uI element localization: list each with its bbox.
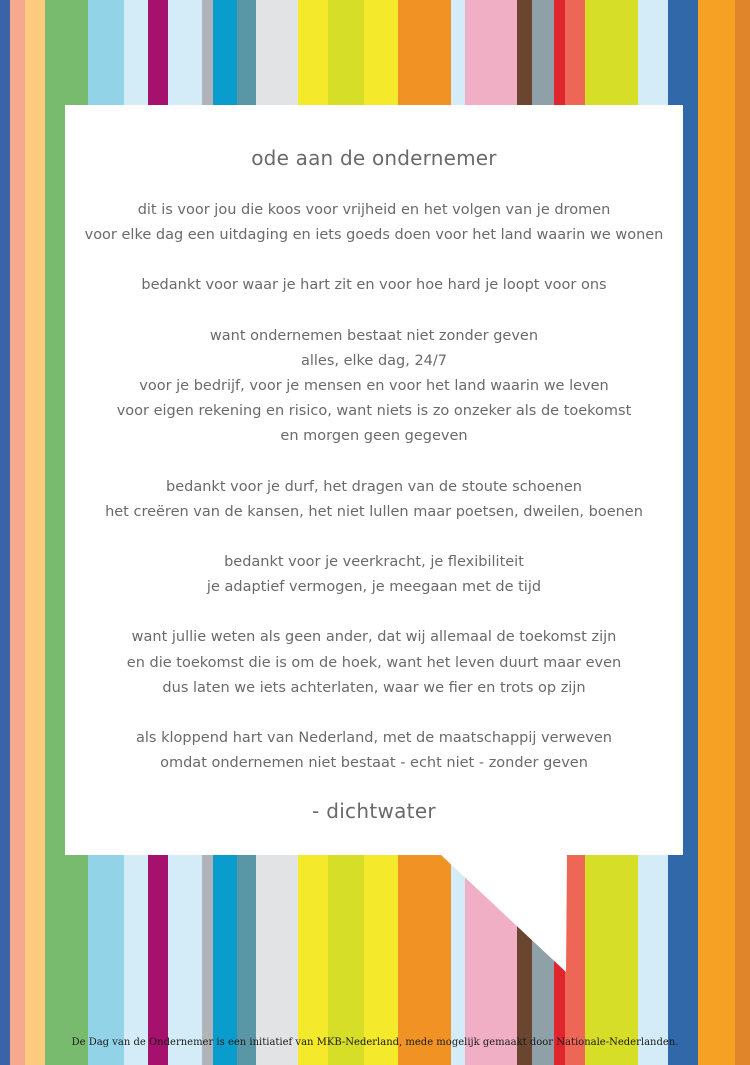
- poem-line: voor elke dag een uitdaging en iets goeds doen voor het land waarin we wonen: [84, 227, 664, 244]
- poem-line: want jullie weten als geen ander, dat wij allemaal de toekomst zijn: [131, 629, 617, 646]
- poem-stanza: [65, 726, 683, 776]
- poem-line: je adaptief vermogen, je meegaan met de tijd: [206, 579, 542, 596]
- poem-line: bedankt voor waar je hart zit en voor hoe hard je loopt voor ons: [141, 277, 607, 294]
- poem-stanza: [65, 475, 683, 525]
- poem-line: alles, elke dag, 24/7: [300, 352, 448, 369]
- poem-author: - dichtwater: [312, 799, 436, 823]
- poem-line: en morgen geen gegeven: [280, 428, 468, 445]
- footer-note: De Dag van de Ondernemer is een initiatief van MKB-Nederland, mede mogelijk gemaakt door Nationale-Nederlanden.: [71, 1037, 679, 1048]
- poem-line: voor je bedrijf, voor je mensen en voor het land waarin we leven: [139, 378, 609, 395]
- poem-line: want ondernemen bestaat niet zonder geven: [209, 327, 539, 344]
- poem-line: en die toekomst die is om de hoek, want het leven duurt maar even: [126, 654, 622, 671]
- poem-line: bedankt voor je durf, het dragen van de stoute schoenen: [166, 478, 582, 495]
- poem-line: dit is voor jou die koos voor vrijheid en het volgen van je dromen: [137, 202, 611, 218]
- poem-stanza: [65, 550, 683, 600]
- poem-stanza: [65, 198, 683, 248]
- poem-stanza: [65, 625, 683, 701]
- poem-line: bedankt voor je veerkracht, je flexibiliteit: [224, 554, 524, 571]
- poem-line: voor eigen rekening en risico, want niets is zo onzeker als de toekomst: [116, 403, 632, 420]
- poem-body: [65, 198, 683, 801]
- poem-line: als kloppend hart van Nederland, met de maatschappij verweven: [136, 730, 612, 747]
- poem-line: omdat ondernemen niet bestaat - echt niet - zonder geven: [160, 755, 588, 772]
- poem-stanza: [65, 324, 683, 450]
- poem-title: ode aan de ondernemer: [251, 146, 497, 170]
- poem-stanza: [65, 273, 683, 298]
- poem-line: het creëren van de kansen, het niet lullen maar poetsen, dweilen, boenen: [105, 503, 643, 520]
- poem-line: dus laten we iets achterlaten, waar we fier en trots op zijn: [162, 679, 586, 696]
- poem-card: [65, 105, 683, 855]
